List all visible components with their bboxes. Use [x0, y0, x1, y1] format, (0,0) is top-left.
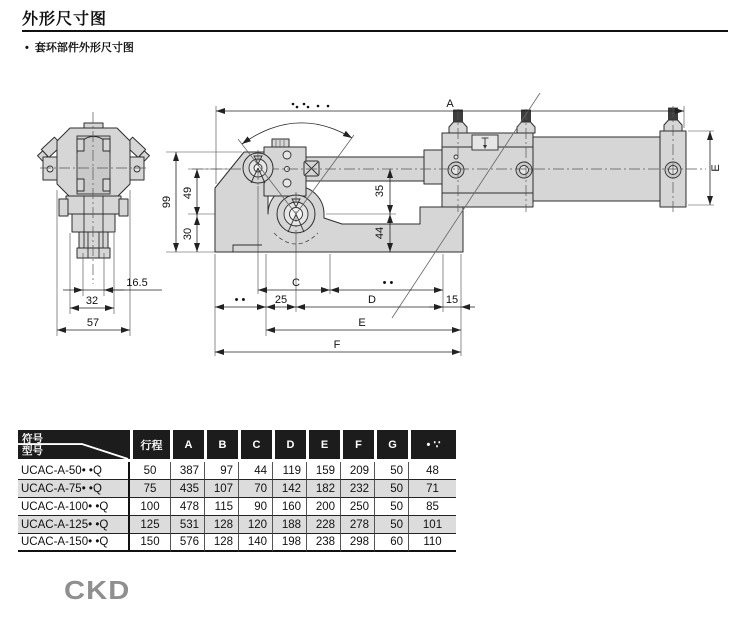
subtitle-text: 套环部件外形尺寸图	[34, 42, 134, 54]
table-row: UCAC-A-75• •Q 75 435 107 70 142 182 232 50 71	[18, 480, 456, 498]
dim-label-30: 30	[182, 227, 194, 241]
table-row: UCAC-A-50• •Q 50 387 97 44 119 159 209 50 48	[18, 462, 456, 480]
ckd-logo: CKD	[64, 575, 131, 605]
col-header-stroke: 行程	[130, 430, 170, 462]
dim-label-e-vertical: E	[710, 164, 722, 172]
col-header-b: B	[204, 430, 238, 462]
masked-angle-dots	[292, 103, 330, 109]
col-header-c: C	[238, 430, 272, 462]
model-cell: UCAC-A-150• •Q	[18, 534, 130, 552]
dim-label-35: 35	[374, 184, 386, 198]
side-view	[192, 93, 722, 356]
dim-label-99: 99	[161, 195, 173, 209]
dim-label-a: A	[446, 98, 454, 110]
table-row: UCAC-A-100• •Q 100 478 115 90 160 200 250 50 85	[18, 498, 456, 516]
dim-label-16-5: 16.5	[126, 277, 148, 289]
dim-label-e: E	[358, 317, 366, 329]
dim-label-d: D	[368, 294, 376, 306]
tie-rod-nut-icon	[449, 108, 682, 133]
col-header-d: D	[272, 430, 306, 462]
model-cell: UCAC-A-75• •Q	[18, 480, 130, 498]
page-title: 外形尺寸图	[22, 11, 108, 28]
dim-label-25: 25	[274, 294, 288, 306]
col-header-f: F	[340, 430, 374, 462]
dimension-drawing	[0, 60, 750, 428]
dim-label-44: 44	[374, 226, 386, 240]
dim-label-masked-left: • •	[234, 294, 246, 306]
col-header-a: A	[170, 430, 204, 462]
table-row: UCAC-A-125• •Q 125 531 128 120 188 228 278 50 101	[18, 516, 456, 534]
model-cell: UCAC-A-50• •Q	[18, 462, 130, 480]
col-header-masked: • ∵	[408, 430, 456, 462]
table-corner-cell	[18, 430, 130, 462]
col-header-e: E	[306, 430, 340, 462]
model-cell: UCAC-A-125• •Q	[18, 516, 130, 534]
dim-label-c: C	[292, 277, 300, 289]
dim-label-15: 15	[445, 294, 459, 306]
corner-diagonal-line	[18, 430, 130, 459]
dim-label-32: 32	[85, 295, 99, 307]
dim-label-masked-top: • •	[382, 277, 394, 289]
model-cell: UCAC-A-100• •Q	[18, 498, 130, 516]
corner-label-model: 型号	[22, 445, 43, 457]
table-row: UCAC-A-150• •Q 150 576 128 140 198 238 298 60 110	[18, 534, 456, 552]
dimensions-table	[18, 430, 456, 552]
table-header-row	[18, 430, 456, 462]
bullet-icon: •	[25, 42, 29, 54]
dim-label-f: F	[333, 339, 341, 351]
front-view	[36, 112, 162, 336]
subtitle	[25, 39, 134, 55]
corner-label-symbol: 符号	[22, 433, 43, 445]
title-rule	[22, 30, 728, 32]
col-header-g: G	[374, 430, 408, 462]
dim-label-49: 49	[182, 186, 194, 200]
dim-label-57: 57	[86, 317, 100, 329]
